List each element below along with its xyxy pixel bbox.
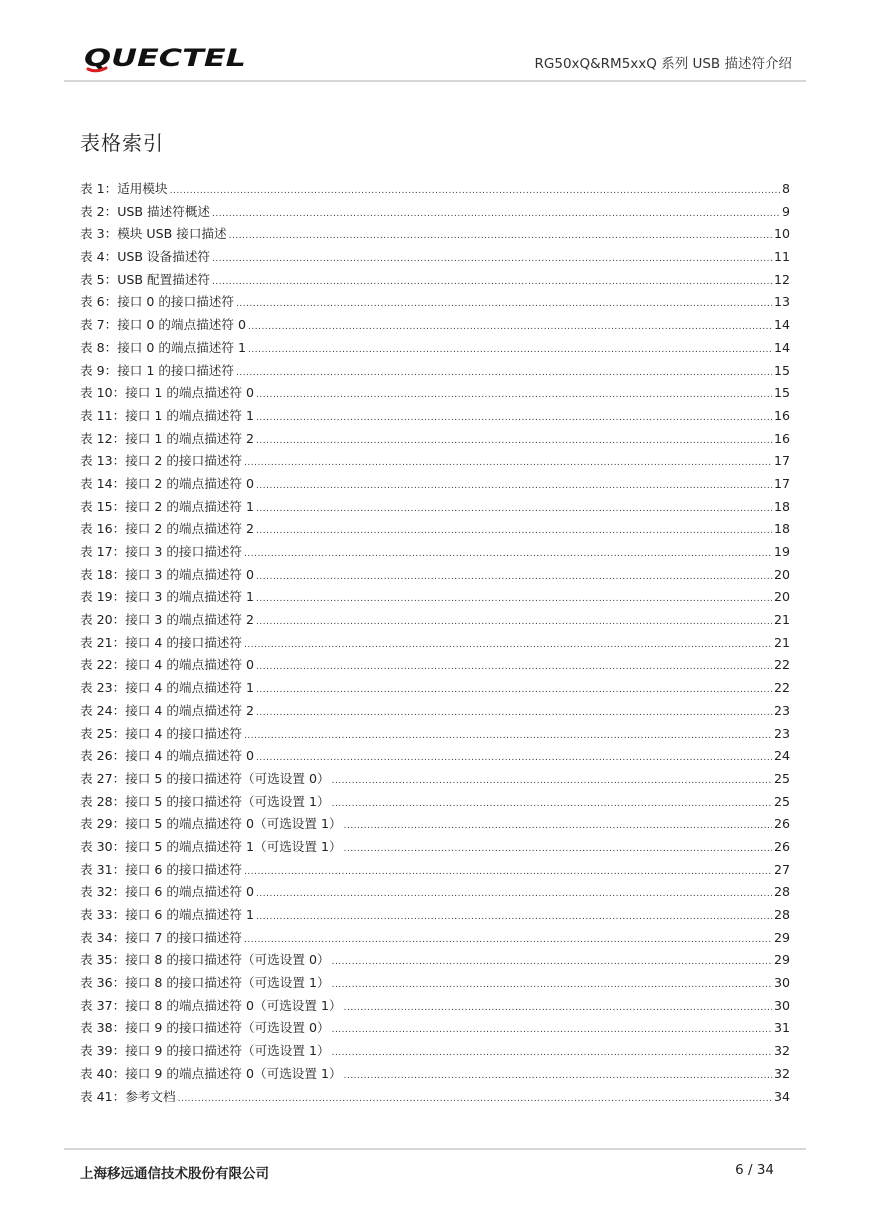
toc-entry-label: 表 30：接口 5 的端点描述符 1（可选设置 1） xyxy=(80,838,342,854)
toc-entry-label: 表 28：接口 5 的接口描述符（可选设置 1） xyxy=(80,793,330,809)
toc-entry-page: 29 xyxy=(773,929,790,945)
toc-leader-dots xyxy=(244,927,772,952)
toc-entry[interactable] xyxy=(80,949,790,972)
toc-entry[interactable] xyxy=(80,223,790,246)
toc-leader-dots xyxy=(244,723,772,748)
toc-entry-label: 表 8：接口 0 的端点描述符 1 xyxy=(80,339,246,355)
toc-entry[interactable] xyxy=(80,518,790,541)
toc-entry-label: 表 17：接口 3 的接口描述符 xyxy=(80,544,242,559)
toc-entry[interactable] xyxy=(80,337,790,360)
toc-entry-label: 表 35：接口 8 的接口描述符（可选设置 0） xyxy=(80,952,330,968)
toc-entry-page: 9 xyxy=(781,203,790,219)
toc-entry-label: 表 25：接口 4 的接口描述符 xyxy=(80,725,242,741)
toc-entry[interactable] xyxy=(80,314,790,337)
quectel-logo xyxy=(82,42,252,74)
toc-leader-dots xyxy=(236,360,772,385)
toc-entry-label: 表 14：接口 2 的端点描述符 0 xyxy=(80,475,255,491)
toc-entry-label: 表 22：接口 4 的端点描述符 0 xyxy=(80,657,255,673)
toc-entry[interactable] xyxy=(80,927,790,950)
toc-entry-page: 16 xyxy=(773,430,790,446)
toc-leader-dots xyxy=(178,1086,772,1111)
toc-leader-dots xyxy=(332,791,772,816)
toc-entry-label: 表 21：接口 4 的接口描述符 xyxy=(80,634,242,650)
toc-entry-label: 表 9：接口 1 的接口描述符 xyxy=(80,362,234,378)
toc-entry-label: 表 29：接口 5 的端点描述符 0（可选设置 1） xyxy=(80,816,342,832)
toc-entry-page: 25 xyxy=(773,793,790,809)
toc-entry-label: 表 20：接口 3 的端点描述符 2 xyxy=(80,612,255,628)
toc-leader-dots xyxy=(248,337,772,362)
toc-entry[interactable] xyxy=(80,995,790,1018)
toc-leader-dots xyxy=(256,473,772,498)
toc-leader-dots xyxy=(212,269,772,294)
toc-entry-label: 表 18：接口 3 的端点描述符 0 xyxy=(80,566,255,582)
toc-entry[interactable] xyxy=(80,972,790,995)
toc-entry-page: 15 xyxy=(773,362,790,378)
toc-entry[interactable] xyxy=(80,428,790,451)
toc-entry-label: 表 13：接口 2 的接口描述符 xyxy=(80,453,242,469)
toc-entry-page: 15 xyxy=(773,385,790,401)
toc-entry[interactable] xyxy=(80,723,790,746)
toc-entry[interactable] xyxy=(80,473,790,496)
toc-entry-label: 表 38：接口 9 的接口描述符（可选设置 0） xyxy=(80,1020,330,1036)
toc-entry-page: 17 xyxy=(773,475,790,491)
toc-entry-page: 29 xyxy=(773,952,790,968)
toc-leader-dots xyxy=(244,859,772,884)
toc-leader-dots xyxy=(212,201,780,226)
toc-entry-page: 14 xyxy=(773,339,790,355)
toc-leader-dots xyxy=(256,564,772,589)
toc-entry-label: 表 3：模块 USB 接口描述 xyxy=(80,226,227,242)
toc-entry[interactable] xyxy=(80,859,790,882)
toc-entry[interactable] xyxy=(80,201,790,224)
toc-entry-page: 13 xyxy=(773,294,790,310)
toc-entry[interactable] xyxy=(80,564,790,587)
toc-entry-page: 20 xyxy=(773,589,790,605)
toc-entry[interactable] xyxy=(80,541,790,564)
toc-entry-page: 19 xyxy=(773,544,790,559)
toc-leader-dots xyxy=(256,700,772,725)
toc-entry-label: 表 19：接口 3 的端点描述符 1 xyxy=(80,589,255,605)
toc-entry-label: 表 12：接口 1 的端点描述符 2 xyxy=(80,430,255,446)
toc-entry-label: 表 41：参考文档 xyxy=(80,1088,176,1104)
toc-entry-label: 表 5：USB 配置描述符 xyxy=(80,271,211,287)
toc-entry-page: 14 xyxy=(773,317,790,333)
toc-leader-dots xyxy=(236,291,772,316)
toc-entry[interactable] xyxy=(80,768,790,791)
page-title: 表格索引 xyxy=(80,131,164,155)
toc-leader-dots xyxy=(332,768,772,793)
toc-entry-label: 表 26：接口 4 的端点描述符 0 xyxy=(80,748,255,764)
toc-entry-page: 32 xyxy=(773,1043,790,1059)
toc-entry-label: 表 2：USB 描述符概述 xyxy=(80,203,211,219)
toc-entry[interactable] xyxy=(80,677,790,700)
toc-entry-page: 8 xyxy=(781,181,790,196)
toc-entry-label: 表 1：适用模块 xyxy=(80,181,168,196)
toc-entry[interactable] xyxy=(80,1017,790,1040)
toc-leader-dots xyxy=(332,1040,772,1065)
toc-entry[interactable] xyxy=(80,745,790,768)
toc-entry-label: 表 33：接口 6 的端点描述符 1 xyxy=(80,907,255,922)
toc-entry-label: 表 6：接口 0 的接口描述符 xyxy=(80,294,234,310)
toc-entry[interactable] xyxy=(80,1063,790,1086)
svg-text:QUECTEL: QUECTEL xyxy=(84,44,246,72)
toc-entry-label: 表 15：接口 2 的端点描述符 1 xyxy=(80,498,255,514)
toc-entry[interactable] xyxy=(80,904,790,927)
toc-entry-label: 表 31：接口 6 的接口描述符 xyxy=(80,861,242,877)
toc-entry[interactable] xyxy=(80,450,790,473)
toc-leader-dots xyxy=(244,541,772,566)
toc-entry-page: 24 xyxy=(773,748,790,764)
toc-entry-page: 34 xyxy=(773,1088,790,1104)
toc-entry[interactable] xyxy=(80,360,790,383)
toc-leader-dots xyxy=(344,995,772,1020)
toc-leader-dots xyxy=(344,813,772,838)
toc-entry-label: 表 10：接口 1 的端点描述符 0 xyxy=(80,385,255,401)
toc-entry-page: 11 xyxy=(773,249,790,265)
toc-entry-page: 21 xyxy=(773,634,790,650)
toc-leader-dots xyxy=(212,246,772,271)
toc-entry[interactable] xyxy=(80,496,790,519)
toc-entry[interactable] xyxy=(80,881,790,904)
toc-leader-dots xyxy=(332,949,772,974)
toc-entry-page: 18 xyxy=(773,498,790,514)
toc-entry-label: 表 23：接口 4 的端点描述符 1 xyxy=(80,680,255,696)
toc-entry-page: 10 xyxy=(773,226,790,242)
page-header xyxy=(64,36,806,82)
toc-entry-label: 表 37：接口 8 的端点描述符 0（可选设置 1） xyxy=(80,997,342,1013)
toc-entry-page: 23 xyxy=(773,702,790,718)
toc-entry-label: 表 7：接口 0 的端点描述符 0 xyxy=(80,317,246,333)
toc-entry-label: 表 34：接口 7 的接口描述符 xyxy=(80,929,242,945)
toc-entry[interactable] xyxy=(80,586,790,609)
toc-leader-dots xyxy=(244,632,772,657)
toc-leader-dots xyxy=(256,904,772,929)
toc-entry-label: 表 39：接口 9 的接口描述符（可选设置 1） xyxy=(80,1043,330,1059)
toc-entry-page: 28 xyxy=(773,884,790,900)
toc-entry-label: 表 36：接口 8 的接口描述符（可选设置 1） xyxy=(80,975,330,991)
toc-leader-dots xyxy=(256,677,772,702)
toc-entry[interactable] xyxy=(80,405,790,428)
page-footer xyxy=(64,1148,806,1190)
document-title: RG50xQ&RM5xxQ 系列 USB 描述符介绍 xyxy=(534,56,792,72)
toc-entry[interactable] xyxy=(80,178,790,201)
toc-entry[interactable] xyxy=(80,269,790,292)
toc-leader-dots xyxy=(256,382,772,407)
toc-leader-dots xyxy=(344,836,772,861)
toc-entry-page: 21 xyxy=(773,612,790,628)
toc-leader-dots xyxy=(248,314,772,339)
toc-entry[interactable] xyxy=(80,291,790,314)
toc-entry-label: 表 24：接口 4 的端点描述符 2 xyxy=(80,702,255,718)
toc-entry-page: 22 xyxy=(773,657,790,673)
toc-entry-page: 32 xyxy=(773,1065,790,1081)
toc-entry-page: 26 xyxy=(773,816,790,832)
toc-leader-dots xyxy=(344,1063,772,1088)
toc-entry-page: 27 xyxy=(773,861,790,877)
toc-entry[interactable] xyxy=(80,609,790,632)
table-index-list xyxy=(80,178,790,1108)
toc-entry-page: 16 xyxy=(773,407,790,423)
toc-entry-label: 表 40：接口 9 的端点描述符 0（可选设置 1） xyxy=(80,1065,342,1081)
toc-leader-dots xyxy=(256,881,772,906)
toc-leader-dots xyxy=(256,609,772,634)
toc-entry[interactable] xyxy=(80,1040,790,1063)
toc-entry[interactable] xyxy=(80,700,790,723)
toc-leader-dots xyxy=(229,223,772,248)
toc-entry-page: 31 xyxy=(773,1020,790,1036)
toc-entry[interactable] xyxy=(80,836,790,859)
toc-entry-label: 表 4：USB 设备描述符 xyxy=(80,249,211,265)
toc-leader-dots xyxy=(256,428,772,453)
toc-entry-page: 30 xyxy=(773,975,790,991)
toc-entry-page: 18 xyxy=(773,521,790,537)
toc-leader-dots xyxy=(256,586,772,611)
toc-entry[interactable] xyxy=(80,382,790,405)
toc-leader-dots xyxy=(256,405,772,430)
toc-entry-label: 表 11：接口 1 的端点描述符 1 xyxy=(80,407,255,423)
toc-entry-page: 23 xyxy=(773,725,790,741)
toc-leader-dots xyxy=(256,518,772,543)
toc-entry[interactable] xyxy=(80,791,790,814)
toc-entry-label: 表 27：接口 5 的接口描述符（可选设置 0） xyxy=(80,770,330,786)
toc-leader-dots xyxy=(256,654,772,679)
toc-leader-dots xyxy=(256,745,772,770)
toc-leader-dots xyxy=(332,1017,772,1042)
toc-leader-dots xyxy=(244,450,772,475)
toc-entry-page: 17 xyxy=(773,453,790,469)
toc-entry[interactable] xyxy=(80,246,790,269)
toc-entry-page: 28 xyxy=(773,907,790,922)
toc-entry-page: 22 xyxy=(773,680,790,696)
toc-entry-page: 12 xyxy=(773,271,790,287)
toc-leader-dots xyxy=(256,496,772,521)
toc-entry[interactable] xyxy=(80,1086,790,1109)
toc-leader-dots xyxy=(170,178,780,203)
page-number: 6 / 34 xyxy=(735,1162,774,1178)
toc-entry-page: 30 xyxy=(773,997,790,1013)
toc-entry-label: 表 16：接口 2 的端点描述符 2 xyxy=(80,521,255,537)
toc-entry-page: 26 xyxy=(773,838,790,854)
toc-entry[interactable] xyxy=(80,654,790,677)
toc-leader-dots xyxy=(332,972,772,997)
toc-entry-label: 表 32：接口 6 的端点描述符 0 xyxy=(80,884,255,900)
toc-entry-page: 25 xyxy=(773,770,790,786)
toc-entry[interactable] xyxy=(80,813,790,836)
toc-entry-page: 20 xyxy=(773,566,790,582)
toc-entry[interactable] xyxy=(80,632,790,655)
company-name: 上海移远通信技术股份有限公司 xyxy=(80,1166,269,1182)
